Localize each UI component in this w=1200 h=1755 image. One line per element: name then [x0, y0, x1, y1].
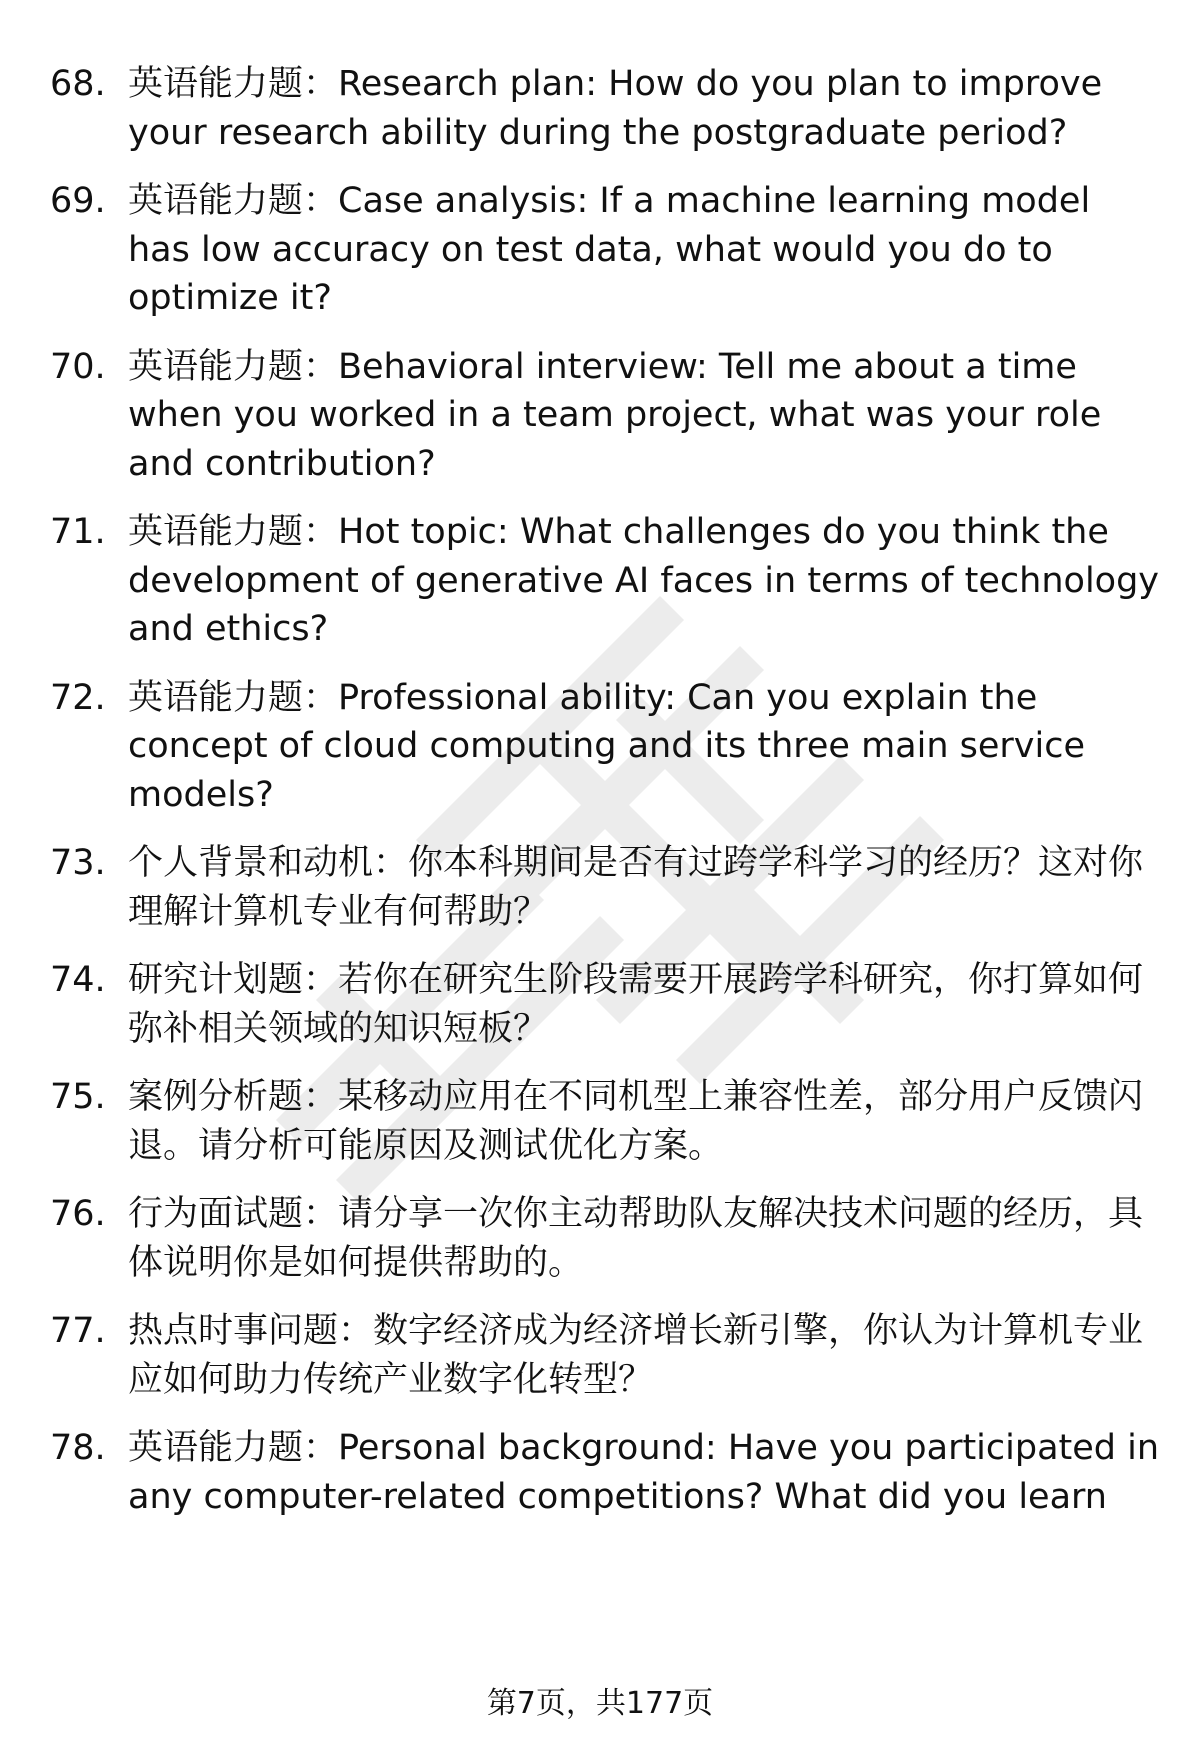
question-number: 73. — [50, 843, 106, 883]
question-number: 77. — [50, 1311, 106, 1351]
question-text: 行为面试题：请分享一次你主动帮助队友解决技术问题的经历，具体说明你是如何提供帮助的。 — [128, 1194, 1144, 1283]
question-text: 热点时事问题：数字经济成为经济增长新引擎，你认为计算机专业应如何助力传统产业数字化转型？ — [128, 1311, 1144, 1400]
question-text: 英语能力题：Professional ability: Can you explain the concept of cloud computing and its three main service models? — [128, 677, 1086, 815]
question-list — [50, 60, 1160, 1521]
question-text: 研究计划题：若你在研究生阶段需要开展跨学科研究，你打算如何弥补相关领域的知识短板？ — [128, 960, 1144, 1049]
question-number: 76. — [50, 1194, 106, 1234]
question-text: 英语能力题：Personal background: Have you participated in any computer-related competitions? What did you learn — [128, 1428, 1160, 1517]
question-text: 英语能力题：Behavioral interview: Tell me about a time when you worked in a team project, what was your role and contribution? — [128, 346, 1102, 484]
question-item — [50, 674, 1160, 820]
question-text: 个人背景和动机：你本科期间是否有过跨学科学习的经历？这对你理解计算机专业有何帮助？ — [128, 843, 1144, 932]
question-number: 72. — [50, 677, 106, 718]
question-item — [50, 177, 1160, 323]
question-item — [50, 508, 1160, 654]
question-text: 英语能力题：Hot topic: What challenges do you think the development of generative AI faces in terms of technology and ethics? — [128, 512, 1160, 649]
question-item — [50, 839, 1160, 936]
question-number: 68. — [50, 64, 106, 104]
question-number: 71. — [50, 512, 106, 552]
question-text: 案例分析题：某移动应用在不同机型上兼容性差，部分用户反馈闪退。请分析可能原因及测试优化方案。 — [128, 1077, 1144, 1166]
question-item — [50, 1307, 1160, 1404]
question-number: 74. — [50, 960, 106, 1000]
question-item — [50, 60, 1160, 157]
question-number: 70. — [50, 346, 106, 387]
question-item — [50, 956, 1160, 1053]
page-footer: 第7页，共177页 — [486, 1686, 714, 1721]
question-item — [50, 1424, 1160, 1521]
question-item — [50, 1073, 1160, 1170]
question-number: 78. — [50, 1428, 106, 1468]
question-item — [50, 1190, 1160, 1287]
question-item — [50, 343, 1160, 489]
question-number: 69. — [50, 181, 106, 221]
question-text: 英语能力题：Case analysis: If a machine learning model has low accuracy on test data, what would you do to optimize it? — [128, 181, 1091, 318]
question-number: 75. — [50, 1077, 106, 1117]
question-text: 英语能力题：Research plan: How do you plan to improve your research ability during the postgraduate period? — [128, 64, 1103, 153]
